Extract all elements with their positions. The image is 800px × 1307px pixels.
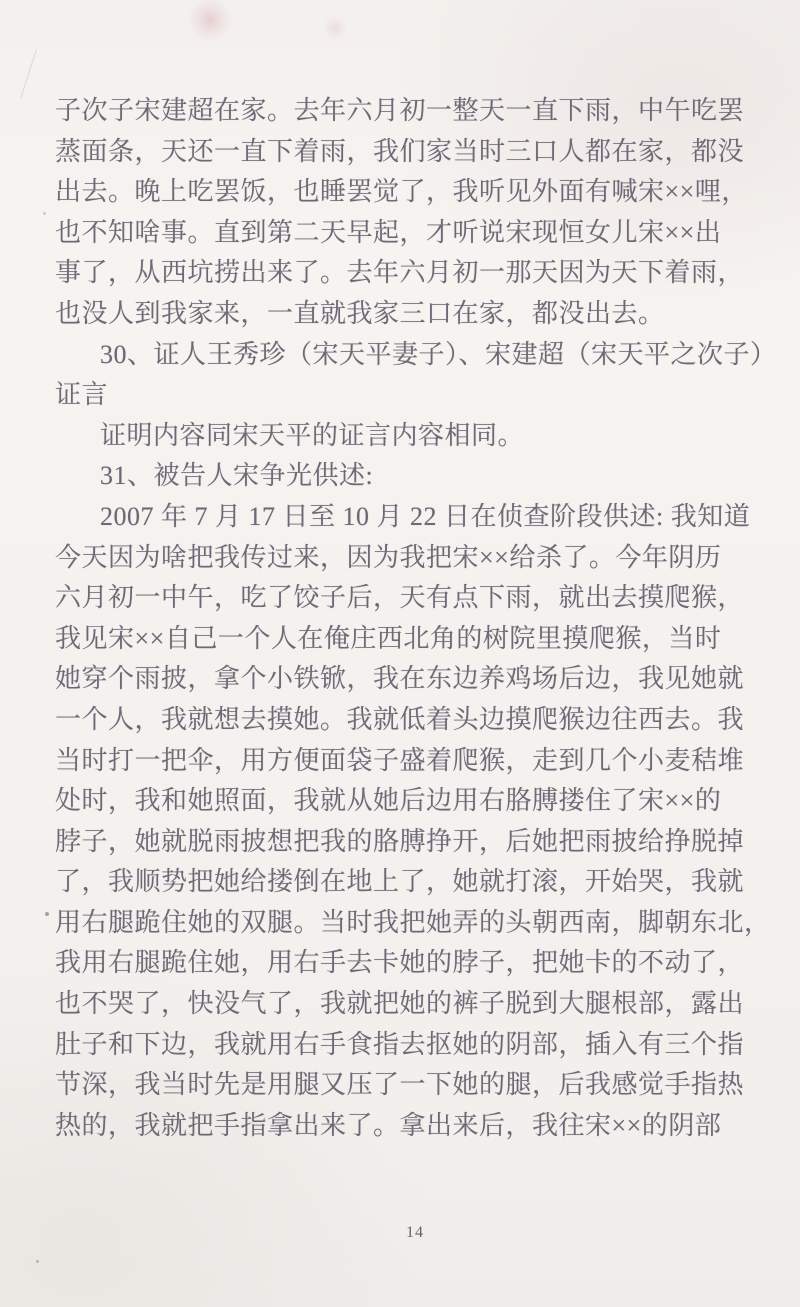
text-line: 31、被告人宋争光供述: [100,461,374,491]
scan-speck [43,212,46,215]
document-text-block [55,91,777,1146]
text-line: 处时，我和她照面，我就从她后边用右胳膊搂住了宋××的 [55,786,722,816]
text-line: 出去。晚上吃罢饭，也睡罢觉了，我听见外面有喊宋××哩， [55,177,748,207]
text-line: 她穿个雨披，拿个小铁锨，我在东边养鸡场后边，我见她就 [55,664,745,694]
text-line: 我见宋××自己一个人在俺庄西北角的树院里摸爬猴，当时 [55,623,722,653]
text-line: 也没人到我家来，一直就我家三口在家，都没出去。 [55,298,665,328]
text-line: 证明内容同宋天平的证言内容相同。 [100,420,525,450]
text-line: 蒸面条，天还一直下着雨，我们家当时三口人都在家，都没 [55,136,745,166]
text-line: 也不知啥事。直到第二天早起，才听说宋现恒女儿宋××出 [55,217,722,247]
text-line: 30、证人王秀珍（宋天平妻子）、宋建超（宋天平之次子） [100,339,777,369]
text-line: 节深，我当时先是用腿又压了一下她的腿，后我感觉手指热 [55,1070,745,1100]
scan-speck [45,912,49,916]
text-line: 热的，我就把手指拿出来了。拿出来后，我往宋××的阴部 [55,1110,722,1140]
text-line: 用右腿跪住她的双腿。当时我把她弄的头朝西南，脚朝东北， [55,907,771,937]
text-line: 2007 年 7 月 17 日至 10 月 22 日在侦查阶段供述: 我知道 [100,501,751,531]
text-line: 我用右腿跪住她，用右手去卡她的脖子，把她卡的不动了， [55,948,745,978]
text-line: 今天因为啥把我传过来，因为我把宋××给杀了。今年阴历 [55,542,722,572]
text-line: 事了，从西坑捞出来了。去年六月初一那天因为天下着雨， [55,258,745,288]
text-line: 肚子和下边，我就用右手食指去抠她的阴部，插入有三个指 [55,1029,745,1059]
paper-crease [20,49,37,99]
text-line: 证言 [55,380,109,410]
text-line: 脖子，她就脱雨披想把我的胳膊挣开，后她把雨披给挣脱掉 [55,826,745,856]
text-line: 六月初一中午，吃了饺子后，天有点下雨，就出去摸爬猴， [55,583,745,613]
text-line: 也不哭了，快没气了，我就把她的裤子脱到大腿根部，露出 [55,989,745,1019]
page-number: 14 [406,1224,424,1241]
scan-speck [36,1260,39,1263]
text-line: 了，我顺势把她给搂倒在地上了，她就打滚，开始哭，我就 [55,867,745,897]
text-line: 当时打一把伞，用方便面袋子盛着爬猴，走到几个小麦秸堆 [55,745,745,775]
text-line: 子次子宋建超在家。去年六月初一整天一直下雨，中午吃罢 [55,96,745,125]
text-line: 一个人，我就想去摸她。我就低着头边摸爬猴边往西去。我 [55,704,745,734]
